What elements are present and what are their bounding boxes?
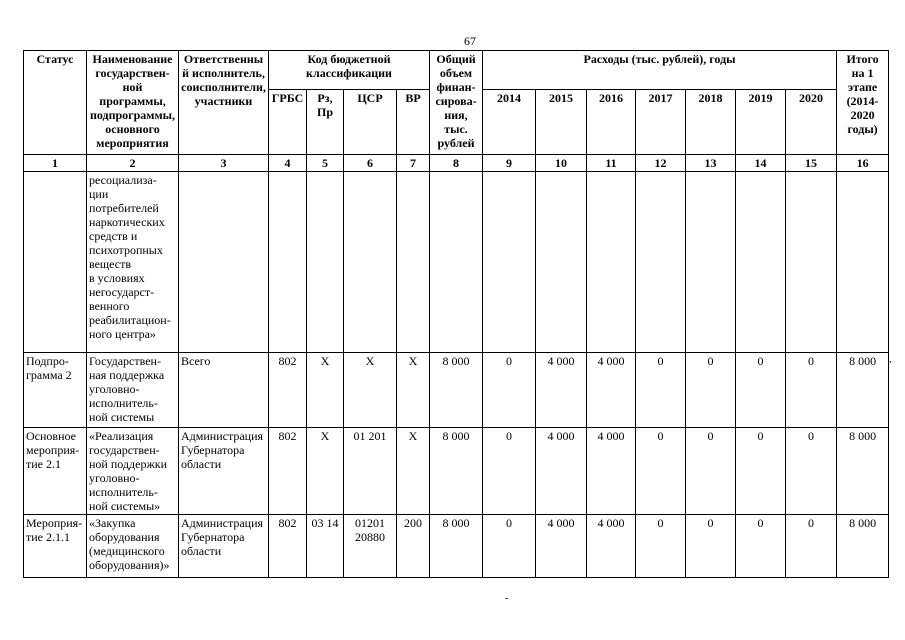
cell-year: 4 000 [587, 428, 636, 515]
cell-year [636, 172, 686, 353]
cell-csr: 01 201 [344, 428, 397, 515]
cell-vr: Х [397, 428, 430, 515]
table-row [24, 428, 889, 515]
column-number: 16 [837, 155, 889, 172]
cell-year: 4 000 [587, 515, 636, 578]
column-number: 15 [786, 155, 837, 172]
header-vr: ВР [397, 90, 430, 155]
cell-name: ресоциализа- ции потребителей наркотических средств и психотропных веществ в условиях негосударст- венного реабилитацион- ного центра» [87, 172, 179, 353]
cell-responsible: Администрация Губернатора области [179, 515, 269, 578]
cell-year: 0 [736, 353, 786, 428]
cell-status [24, 172, 87, 353]
header-budget-code: Код бюджетной классификации [269, 51, 430, 90]
cell-year: 0 [686, 353, 736, 428]
cell-year: 0 [786, 353, 837, 428]
cell-stage-total [837, 172, 889, 353]
scan-mark: , [889, 354, 892, 365]
header-year: 2020 [786, 90, 837, 155]
column-number: 14 [736, 155, 786, 172]
table-row [24, 353, 889, 428]
column-number: 8 [430, 155, 483, 172]
cell-grbs: 802 [269, 428, 307, 515]
column-number: 10 [536, 155, 587, 172]
scan-mark: - [505, 593, 509, 604]
cell-status: Мероприя- тие 2.1.1 [24, 515, 87, 578]
column-number: 7 [397, 155, 430, 172]
cell-year: 0 [483, 515, 536, 578]
cell-rzpr: Х [307, 353, 344, 428]
cell-total: 8 000 [430, 515, 483, 578]
column-number-row [24, 155, 889, 172]
header-status: Статус [24, 51, 87, 155]
column-number: 11 [587, 155, 636, 172]
header-total: Общий объем финан-сирова-ния, тыс. рублей [430, 51, 483, 155]
cell-total [430, 172, 483, 353]
cell-year: 0 [786, 515, 837, 578]
column-number: 5 [307, 155, 344, 172]
cell-csr: 01201 20880 [344, 515, 397, 578]
cell-csr: Х [344, 353, 397, 428]
cell-year: 0 [736, 428, 786, 515]
cell-name: «Закупка оборудования (медицинского оборудования)» [87, 515, 179, 578]
cell-year: 0 [786, 428, 837, 515]
cell-year: 0 [483, 353, 536, 428]
header-row [24, 51, 889, 90]
column-number: 6 [344, 155, 397, 172]
header-grbs: ГРБС [269, 90, 307, 155]
cell-year: 0 [686, 428, 736, 515]
header-year: 2018 [686, 90, 736, 155]
column-number: 13 [686, 155, 736, 172]
page-number: 67 [464, 34, 476, 48]
header-expenses: Расходы (тыс. рублей), годы [483, 51, 837, 90]
table-row-continuation [24, 172, 889, 353]
cell-csr [344, 172, 397, 353]
header-rzpr: Рз, Пр [307, 90, 344, 155]
cell-year: 0 [483, 428, 536, 515]
cell-year [686, 172, 736, 353]
cell-year [587, 172, 636, 353]
cell-name: Государствен- ная поддержка уголовно- исполнитель- ной системы [87, 353, 179, 428]
cell-total: 8 000 [430, 428, 483, 515]
cell-stage-total: 8 000 [837, 353, 889, 428]
cell-status: Подпро- грамма 2 [24, 353, 87, 428]
header-year: 2017 [636, 90, 686, 155]
cell-year [536, 172, 587, 353]
cell-year: 0 [636, 515, 686, 578]
column-number: 4 [269, 155, 307, 172]
cell-responsible: Администрация Губернатора области [179, 428, 269, 515]
cell-grbs: 802 [269, 515, 307, 578]
cell-status: Основное мероприя- тие 2.1 [24, 428, 87, 515]
header-responsible: Ответственный исполнитель, соисполнители, участники [179, 51, 269, 155]
column-number: 1 [24, 155, 87, 172]
column-number: 3 [179, 155, 269, 172]
cell-year: 0 [636, 428, 686, 515]
budget-table [23, 50, 889, 578]
column-number: 2 [87, 155, 179, 172]
cell-year: 4 000 [536, 353, 587, 428]
cell-name: «Реализация государствен- ной поддержки уголовно- исполнитель- ной системы» [87, 428, 179, 515]
cell-vr: 200 [397, 515, 430, 578]
cell-year: 4 000 [536, 428, 587, 515]
cell-year: 4 000 [536, 515, 587, 578]
header-csr: ЦСР [344, 90, 397, 155]
header-year: 2015 [536, 90, 587, 155]
column-number: 12 [636, 155, 686, 172]
cell-year: 0 [686, 515, 736, 578]
cell-vr [397, 172, 430, 353]
cell-stage-total: 8 000 [837, 428, 889, 515]
column-number: 9 [483, 155, 536, 172]
cell-rzpr [307, 172, 344, 353]
header-year: 2019 [736, 90, 786, 155]
header-name: Наименование государствен-ной программы, подпрограммы, основного мероприятия [87, 51, 179, 155]
cell-responsible: Всего [179, 353, 269, 428]
cell-responsible [179, 172, 269, 353]
cell-total: 8 000 [430, 353, 483, 428]
cell-year [736, 172, 786, 353]
cell-year: 4 000 [587, 353, 636, 428]
cell-stage-total: 8 000 [837, 515, 889, 578]
header-year: 2014 [483, 90, 536, 155]
cell-year: 0 [736, 515, 786, 578]
cell-vr: Х [397, 353, 430, 428]
cell-grbs [269, 172, 307, 353]
header-stage-total: Итого на 1 этапе (2014-2020 годы) [837, 51, 889, 155]
header-year: 2016 [587, 90, 636, 155]
table-row [24, 515, 889, 578]
cell-year [786, 172, 837, 353]
cell-year: 0 [636, 353, 686, 428]
cell-rzpr: 03 14 [307, 515, 344, 578]
cell-rzpr: Х [307, 428, 344, 515]
cell-grbs: 802 [269, 353, 307, 428]
cell-year [483, 172, 536, 353]
